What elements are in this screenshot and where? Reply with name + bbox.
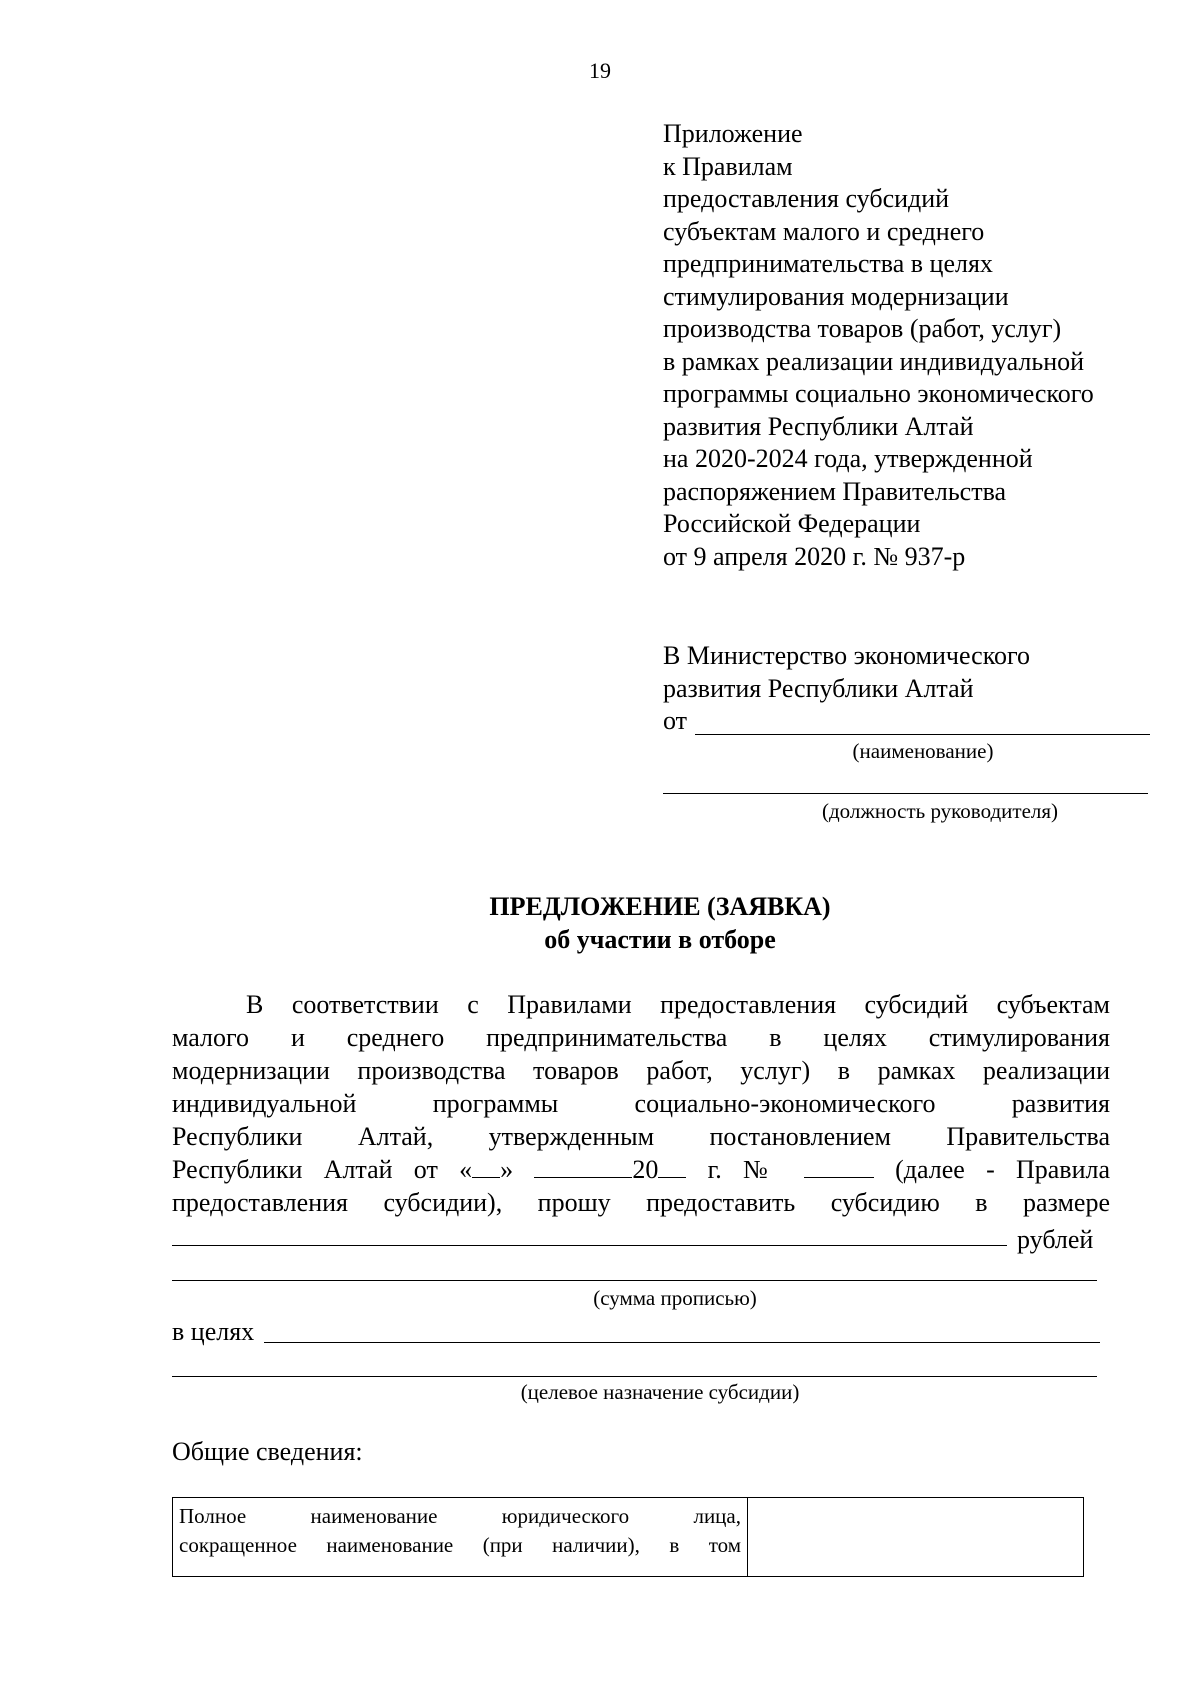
appendix-line: предоставления субсидий <box>663 184 950 213</box>
application-body <box>172 988 1110 1219</box>
sum-caption: (сумма прописью) <box>593 1286 757 1310</box>
position-caption: (должность руководителя) <box>821 799 1059 823</box>
body-year-prefix: 20 <box>632 1155 659 1184</box>
page-number: 19 <box>589 58 611 83</box>
appendix-line: производства товаров (работ, услуг) <box>663 314 1062 343</box>
body-number-label: г. № <box>707 1155 783 1184</box>
body-line: модернизации производства товаров работ, услуг) в рамках реализации <box>172 1056 1110 1085</box>
title-line-1: ПРЕДЛОЖЕНИЕ (ЗАЯВКА) <box>489 892 831 921</box>
amount-line <box>172 1245 1007 1246</box>
day-blank <box>472 1155 500 1178</box>
purpose-line <box>264 1342 1100 1343</box>
appendix-line: распоряжением Правительства <box>663 476 1007 506</box>
amount-words-line <box>172 1280 1097 1281</box>
appendix-block <box>663 118 1094 573</box>
position-line <box>663 793 1148 794</box>
body-line: Республики Алтай, утвержденным постановлением Правительства <box>172 1122 1110 1151</box>
purpose-caption: (целевое назначение субсидии) <box>520 1380 800 1404</box>
body-line: индивидуальной программы социально-экономического развития <box>172 1089 1110 1118</box>
appendix-line: к Правилам <box>663 151 793 181</box>
document-title <box>0 890 1200 956</box>
appendix-line: на 2020-2024 года, утвержденной <box>663 444 1033 473</box>
number-blank <box>804 1155 874 1178</box>
body-line-date <box>172 1153 1110 1186</box>
appendix-line: стимулирования модернизации <box>663 281 1009 311</box>
purpose-line-2 <box>172 1376 1097 1377</box>
body-rules-note: (далее - Правила <box>895 1155 1111 1184</box>
body-line: В соответствии с Правилами предоставления субсидий субъектам <box>246 990 1110 1019</box>
appendix-line: программы социально экономического <box>663 379 1094 408</box>
rubles-label: рублей <box>1017 1225 1094 1254</box>
appendix-line: Приложение <box>663 119 803 148</box>
appendix-line: от 9 апреля 2020 г. № 937-р <box>663 541 966 571</box>
general-info-table <box>172 1497 1084 1577</box>
body-line: предоставления субсидии), прошу предоставить субсидию в размере <box>172 1188 1110 1217</box>
body-line: малого и среднего предпринимательства в целях стимулирования <box>172 1023 1110 1052</box>
purpose-label: в целях <box>172 1317 255 1346</box>
applicant-name-line <box>695 734 1150 735</box>
addressee-line-2: развития Республики Алтай <box>663 673 974 703</box>
from-label: от <box>663 706 688 735</box>
appendix-line: развития Республики Алтай <box>663 411 974 441</box>
general-info-label: Общие сведения: <box>172 1437 363 1466</box>
name-caption: (наименование) <box>852 739 994 763</box>
body-date-quote: » <box>500 1155 514 1184</box>
title-line-2: об участии в отборе <box>544 925 776 954</box>
month-blank <box>534 1155 632 1178</box>
addressee-block <box>663 640 1030 705</box>
year-blank <box>658 1155 686 1178</box>
appendix-line: субъектам малого и среднего <box>663 216 985 246</box>
appendix-line: предпринимательства в целях <box>663 249 993 278</box>
appendix-line: в рамках реализации индивидуальной <box>663 346 1085 376</box>
table-cell-line: сокращенное наименование (при наличии), в том <box>179 1533 741 1557</box>
addressee-line-1: В Министерство экономического <box>663 641 1031 670</box>
appendix-line: Российской Федерации <box>663 509 921 538</box>
body-date-prefix: Республики Алтай от « <box>172 1155 473 1184</box>
table-cell-value <box>748 1498 1083 1576</box>
table-cell-label <box>173 1498 748 1576</box>
table-cell-line: Полное наименование юридического лица, <box>179 1504 741 1528</box>
